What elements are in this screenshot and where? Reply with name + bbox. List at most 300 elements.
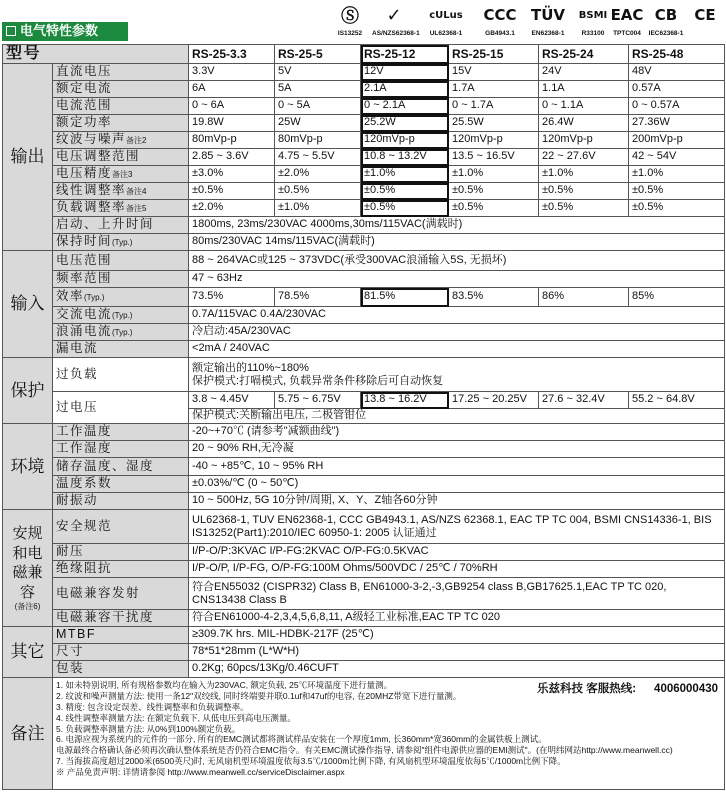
spec-value (275, 183, 361, 200)
spec-value-text: ±0.5% (632, 184, 664, 197)
spec-value-text: ≥309.7K hrs. MIL-HDBK-217F (25℃) (192, 628, 374, 641)
spec-value-text: 4.75 ~ 5.5V (278, 150, 335, 163)
model-header (539, 45, 629, 64)
spec-label-text: 频率范围 (56, 271, 113, 286)
note-ref: (Typ.) (84, 293, 105, 303)
note-ref: (Typ.) (112, 328, 133, 338)
spec-value-text: ±0.5% (632, 201, 664, 214)
spec-value (361, 115, 449, 132)
spec-value-text: 47 ~ 63Hz (192, 272, 243, 285)
category-notes-text: 备注 (10, 723, 45, 743)
spec-label (53, 476, 189, 493)
spec-value (189, 166, 275, 183)
page-header (0, 0, 726, 44)
spec-value-text: ±0.5% (192, 184, 224, 197)
spec-value (361, 166, 449, 183)
spec-value-text: 5A (278, 82, 292, 95)
spec-value (189, 307, 725, 324)
square-icon (6, 26, 16, 36)
spec-value-text: 13.5 ~ 16.5V (452, 150, 515, 163)
spec-value-text: ±0.03%/℃ (0 ~ 50℃) (192, 477, 299, 490)
category-protection (3, 358, 53, 424)
spec-value (189, 493, 725, 510)
model-label (3, 45, 189, 64)
hotline-number: 4006000430 (654, 683, 719, 695)
section-title: 电气特性参数 (2, 22, 128, 41)
spec-value (629, 64, 725, 81)
spec-value-text: ±0.5% (542, 184, 574, 197)
category-protection-text: 保护 (10, 380, 45, 400)
spec-value-text: 48V (632, 65, 652, 78)
spec-label (53, 561, 189, 578)
spec-value (449, 149, 539, 166)
spec-value-text: 83.5% (452, 290, 484, 303)
table-row (3, 458, 725, 476)
table-row (3, 644, 725, 661)
table-row (3, 678, 725, 790)
spec-value (629, 288, 725, 307)
spec-value (189, 115, 275, 132)
spec-label (53, 324, 189, 341)
spec-value (189, 81, 275, 98)
spec-label (53, 115, 189, 132)
spec-label (53, 234, 189, 251)
spec-value-text: ±1.0% (542, 167, 574, 180)
cert-glyph: CB (654, 6, 678, 24)
cert-glyph: CE (694, 6, 716, 24)
spec-value-text: 保护模式:关断输出电压, 二极管钳位 (192, 409, 367, 422)
spec-value-text: 22 ~ 27.6V (542, 150, 596, 163)
spec-label-text: 电磁兼容干扰度 (56, 610, 155, 625)
category-safety-text: 安规和电磁兼容 (12, 525, 43, 601)
bsmi-cert-icon (578, 2, 608, 37)
table-row (3, 441, 725, 458)
spec-label (53, 81, 189, 98)
spec-value-text: 27.36W (632, 116, 670, 129)
spec-value-text: UL62368-1, TUV EN62368-1, CCC GB4943.1, AS/NZS 62368.1, EAC TP TC 004, BSMI CNS14336-1, BIS IS13252(Part1):2010/IEC 60950-1: 2005 认证通过 (192, 513, 712, 539)
spec-value (275, 115, 361, 132)
spec-value-text: ±2.0% (278, 167, 310, 180)
spec-value-text: 81.5% (364, 290, 396, 303)
table-row (3, 392, 725, 409)
model-header (361, 45, 449, 64)
spec-value (361, 183, 449, 200)
spec-label (53, 661, 189, 678)
spec-value-text: 80mVp-p (278, 133, 323, 146)
model-header (449, 45, 539, 64)
spec-label-text: 直流电压 (56, 64, 113, 79)
note-line: 电源最终合格确认备必须再次确认整体系统是否仍符合EMC指令。有关EMC测试操作指导, 请参阅"组件电源供应器的EMI测试"。(在明纬网站http://www.meanwell.cc) (56, 745, 673, 756)
spec-value (189, 441, 725, 458)
spec-value (275, 166, 361, 183)
spec-table (2, 44, 725, 790)
spec-value (275, 132, 361, 149)
table-row (3, 45, 725, 64)
spec-value-text: ±1.0% (632, 167, 664, 180)
spec-value-text: 120mVp-p (542, 133, 593, 146)
spec-value-text: ±3.0% (192, 167, 224, 180)
spec-label (53, 358, 189, 392)
spec-value-text: 3.3V (192, 65, 215, 78)
spec-label (53, 544, 189, 561)
spec-value-text: 0.2Kg; 60pcs/13Kg/0.46CUFT (192, 662, 339, 675)
spec-value (275, 288, 361, 307)
spec-value-text: ±0.5% (452, 201, 484, 214)
category-input (3, 251, 53, 358)
spec-value-text: 10 ~ 500Hz, 5G 10分钟/周期, X、Y、Z轴各60分钟 (192, 494, 438, 507)
spec-label (53, 98, 189, 115)
cb-cert-icon (646, 2, 686, 37)
spec-label (53, 64, 189, 81)
model-header (275, 45, 361, 64)
spec-value (275, 64, 361, 81)
table-row (3, 149, 725, 166)
table-row (3, 183, 725, 200)
cert-caption: IS13252 (337, 30, 363, 37)
spec-value-text: 42 ~ 54V (632, 150, 677, 163)
spec-label (53, 217, 189, 234)
spec-value-text: -40 ~ +85℃, 10 ~ 95% RH (192, 459, 324, 472)
spec-value (361, 149, 449, 166)
category-others-text: 其它 (10, 642, 45, 662)
spec-label-text: 启动、上升时间 (56, 217, 155, 232)
spec-value (189, 610, 725, 627)
table-row (3, 64, 725, 81)
spec-label (53, 307, 189, 324)
spec-value-text: ±1.0% (278, 201, 310, 214)
spec-value-text: 1.1A (542, 82, 565, 95)
spec-value (629, 149, 725, 166)
note-ref: 备注2 (126, 136, 147, 146)
table-row (3, 115, 725, 132)
spec-value-text: 0 ~ 5A (278, 99, 311, 112)
spec-value-text: 5.75 ~ 6.75V (278, 393, 341, 406)
spec-label-text: 纹波与噪声 (56, 132, 127, 147)
rcm-cert-icon (372, 2, 420, 37)
spec-label-text: 工作湿度 (56, 441, 113, 456)
spec-value-text: 0 ~ 2.1A (364, 99, 406, 112)
spec-value-text: ±0.5% (364, 201, 396, 214)
spec-value-text: 88 ~ 264VAC或125 ~ 373VDC(承受300VAC浪涌输入5S, 无损坏) (192, 253, 507, 266)
note-line: 2. 纹波和噪声测量方法: 使用一条12"双绞线, 同时终端要并联0.1uf和47uf的电容, 在20MHZ带宽下进行量测。 (56, 690, 462, 701)
model-header-text: RS-25-12 (364, 46, 416, 61)
spec-label (53, 424, 189, 441)
spec-label-text: 电压范围 (56, 252, 113, 267)
spec-value (449, 288, 539, 307)
spec-value-text: 24V (542, 65, 562, 78)
spec-value (189, 64, 275, 81)
table-row (3, 217, 725, 234)
spec-value-text: 0 ~ 6A (192, 99, 225, 112)
ccc-china-icon (482, 2, 518, 37)
spec-label (53, 271, 189, 288)
spec-value (539, 149, 629, 166)
spec-value (449, 132, 539, 149)
table-row (3, 561, 725, 578)
spec-value (629, 183, 725, 200)
spec-value (629, 200, 725, 217)
spec-value-text: 15V (452, 65, 472, 78)
note-ref: 备注3 (112, 170, 133, 180)
spec-value-text: 3.8 ~ 4.45V (192, 393, 249, 406)
spec-value (629, 81, 725, 98)
spec-value (189, 458, 725, 476)
spec-value-text: 80mVp-p (192, 133, 237, 146)
spec-value (449, 81, 539, 98)
spec-value (629, 132, 725, 149)
spec-value (275, 98, 361, 115)
spec-value (449, 166, 539, 183)
category-input-text: 输入 (10, 294, 45, 314)
spec-value-text: I/P-O/P:3KVAC I/P-FG:2KVAC O/P-FG:0.5KVAC (192, 545, 429, 558)
note-line: 4. 线性调整率测量方法: 在额定负载下, 从低电压到高电压测量。 (56, 712, 296, 723)
spec-label (53, 441, 189, 458)
table-row (3, 424, 725, 441)
spec-value-text: 1800ms, 23ms/230VAC 4000ms,30ms/115VAC(满载时) (192, 218, 463, 231)
note-ref: 备注5 (126, 204, 147, 214)
spec-value-text: ±0.5% (278, 184, 310, 197)
table-row (3, 234, 725, 251)
spec-value-text: 78*51*28mm (L*W*H) (192, 645, 299, 658)
spec-value (189, 409, 725, 424)
cert-glyph: EAC (610, 6, 644, 24)
spec-value (449, 115, 539, 132)
note-line: 7. 当海拔高度超过2000米(6500英尺)时, 无风扇机型环境温度依每3.5℃/1000m比例下降, 有风扇机型环境温度依每5℃/1000m比例下降。 (56, 756, 566, 767)
spec-value-text: 13.8 ~ 16.2V (364, 393, 427, 406)
table-row (3, 307, 725, 324)
spec-label-text: 交流电流 (56, 307, 113, 322)
spec-label-text: 额定功率 (56, 115, 113, 130)
spec-value-text: ±1.0% (452, 167, 484, 180)
table-row (3, 493, 725, 510)
spec-value (361, 200, 449, 217)
spec-value-text: 55.2 ~ 64.8V (632, 393, 695, 406)
model-header-text: RS-25-15 (452, 46, 504, 61)
spec-value (539, 98, 629, 115)
spec-value (449, 392, 539, 409)
spec-value (189, 183, 275, 200)
spec-value (189, 288, 275, 307)
spec-label-text: 温度系数 (56, 476, 113, 491)
spec-label (53, 458, 189, 476)
spec-value-text: 0 ~ 1.7A (452, 99, 494, 112)
table-row (3, 98, 725, 115)
spec-value (189, 358, 725, 392)
model-header (629, 45, 725, 64)
ol-line2: 保护模式:打嗝模式, 负载异常条件移除后可自动恢复 (192, 374, 444, 387)
spec-value (189, 234, 725, 251)
ol-line1: 额定输出的110%~180% (192, 361, 309, 374)
category-safety-emc (3, 510, 53, 627)
spec-label-text: MTBF (56, 627, 97, 642)
spec-label (53, 251, 189, 271)
spec-label (53, 578, 189, 610)
spec-value-text: 符合EN55032 (CISPR32) Class B, EN61000-3-2,-3,GB9254 class B,GB17625.1,EAC TP TC 020, CNS13438 Class B (192, 580, 667, 606)
spec-value (189, 661, 725, 678)
table-row (3, 627, 725, 644)
table-row (3, 510, 725, 544)
spec-label-text: 工作温度 (56, 424, 113, 439)
spec-value (189, 561, 725, 578)
spec-value (189, 510, 725, 544)
cert-glyph: Ⓢ (341, 6, 359, 27)
spec-value-text: 10.8 ~ 13.2V (364, 150, 427, 163)
cert-caption: AS/NZS62368-1 (372, 30, 420, 37)
spec-value (189, 424, 725, 441)
spec-value-text: 2.85 ~ 3.6V (192, 150, 249, 163)
spec-value-text: ±0.5% (364, 184, 396, 197)
spec-value-text: 17.25 ~ 20.25V (452, 393, 527, 406)
spec-value (361, 81, 449, 98)
table-row (3, 610, 725, 627)
spec-value-text: 2.1A (364, 82, 387, 95)
spec-label-text: 电磁兼容发射 (56, 585, 141, 600)
cert-glyph: ✓ (386, 4, 402, 26)
spec-value-text: ±0.5% (452, 184, 484, 197)
table-row (3, 251, 725, 271)
spec-value-text: 25.5W (452, 116, 484, 129)
table-row (3, 358, 725, 392)
category-output (3, 64, 53, 251)
spec-value (189, 324, 725, 341)
table-row (3, 324, 725, 341)
spec-value-text: 120mVp-p (364, 133, 415, 146)
spec-value (539, 132, 629, 149)
spec-label (53, 610, 189, 627)
spec-value-text: 5V (278, 65, 292, 78)
spec-value-text: 26.4W (542, 116, 574, 129)
spec-label (53, 627, 189, 644)
spec-value (189, 392, 275, 409)
spec-value-text: 86% (542, 290, 565, 303)
category-notes (3, 678, 53, 790)
spec-value (539, 200, 629, 217)
spec-value (361, 64, 449, 81)
spec-value-text: 78.5% (278, 290, 310, 303)
hotline (519, 682, 718, 697)
spec-label-text: 耐振动 (56, 493, 99, 508)
table-row (3, 81, 725, 98)
spec-value-text: 80ms/230VAC 14ms/115VAC(满载时) (192, 235, 375, 248)
spec-label (53, 288, 189, 307)
spec-value (361, 392, 449, 409)
spec-label-text: 安全规范 (56, 518, 113, 533)
cert-glyph: cULus (429, 9, 463, 21)
note-ref: 备注4 (126, 187, 147, 197)
spec-value (189, 627, 725, 644)
spec-value-text: 120mVp-p (452, 133, 503, 146)
cert-caption: IEC62368-1 (648, 30, 684, 37)
spec-value-text: 0 ~ 0.57A (632, 99, 680, 112)
spec-label-text: 保持时间 (56, 234, 113, 249)
spec-value (449, 98, 539, 115)
spec-value (539, 288, 629, 307)
spec-value-text: 12V (364, 65, 384, 78)
spec-value-text: 0 ~ 1.1A (542, 99, 584, 112)
spec-value (189, 98, 275, 115)
spec-value-text: 符合EN61000-4-2,3,4,5,6,8,11, A级轻工业标准,EAC TP TC 020 (192, 611, 500, 624)
table-row (3, 166, 725, 183)
spec-value (275, 149, 361, 166)
model-header-text: RS-25-48 (632, 46, 684, 61)
note-line: 5. 负载调整率测量方法: 从0%到100%额定负载。 (56, 723, 241, 734)
note-line: 1. 如未特别说明, 所有规格参数均在输入为230VAC, 额定负载, 25℃环境温度下进行量测。 (56, 680, 393, 690)
spec-value (189, 251, 725, 271)
spec-label (53, 493, 189, 510)
spec-value (449, 183, 539, 200)
spec-label (53, 166, 189, 183)
spec-value-text: 6A (192, 82, 206, 95)
spec-value-text: 200mVp-p (632, 133, 683, 146)
spec-label-text: 过电压 (56, 399, 99, 414)
tuv-cert-icon (528, 2, 568, 37)
spec-value (539, 64, 629, 81)
spec-value-text: 20 ~ 90% RH,无冷凝 (192, 442, 294, 455)
spec-value (361, 98, 449, 115)
spec-value (189, 578, 725, 610)
note-line: 3. 精度: 包含设定误差、线性调整率和负载调整率。 (56, 701, 249, 712)
spec-value (629, 392, 725, 409)
spec-label-text: 漏电流 (56, 341, 99, 356)
spec-value-text: 1.7A (452, 82, 475, 95)
spec-label-text: 过负载 (56, 366, 99, 381)
spec-label (53, 341, 189, 358)
spec-value (539, 115, 629, 132)
spec-label-text: 线性调整率 (56, 183, 127, 198)
spec-value (275, 392, 361, 409)
spec-value-text: 73.5% (192, 290, 224, 303)
cert-glyph: TÜV (530, 6, 566, 24)
spec-value (189, 132, 275, 149)
spec-label-text: 电压调整范围 (56, 149, 141, 164)
spec-value (539, 183, 629, 200)
table-row (3, 661, 725, 678)
spec-value (539, 81, 629, 98)
category-output-text: 输出 (10, 147, 45, 167)
spec-value-text: 0.57A (632, 82, 661, 95)
ccc-cert-icon (336, 2, 364, 37)
cert-caption: UL62368-1 (429, 30, 463, 37)
spec-value-text: 19.8W (192, 116, 224, 129)
category-environment (3, 424, 53, 510)
spec-value (189, 476, 725, 493)
spec-value (539, 392, 629, 409)
spec-value (189, 200, 275, 217)
spec-label-text: 包装 (56, 661, 85, 676)
category-environment-text: 环境 (10, 456, 45, 476)
spec-label (53, 510, 189, 544)
model-label-text: 型号 (6, 44, 42, 62)
ul-cert-icon (424, 2, 468, 37)
spec-label-text: 电压精度 (56, 166, 113, 181)
cert-caption: EN62368-1 (531, 30, 565, 37)
spec-value-text: 27.6 ~ 32.4V (542, 393, 605, 406)
model-header-text: RS-25-24 (542, 46, 594, 61)
spec-value-text: 冷启动:45A/230VAC (192, 325, 291, 338)
spec-value-text: ±0.5% (542, 201, 574, 214)
table-row (3, 271, 725, 288)
note-ref: (Typ.) (112, 311, 133, 321)
spec-label-text: 浪涌电流 (56, 324, 113, 339)
spec-value (189, 341, 725, 358)
spec-value-text: 25W (278, 116, 301, 129)
hotline-label: 乐兹科技 客服热线: (537, 683, 637, 695)
spec-value (189, 149, 275, 166)
spec-value-text: -20~+70℃ (请参考"减额曲线") (192, 425, 340, 438)
spec-label-text: 电流范围 (56, 98, 113, 113)
spec-label-text: 负载调整率 (56, 200, 127, 215)
spec-value (189, 644, 725, 661)
